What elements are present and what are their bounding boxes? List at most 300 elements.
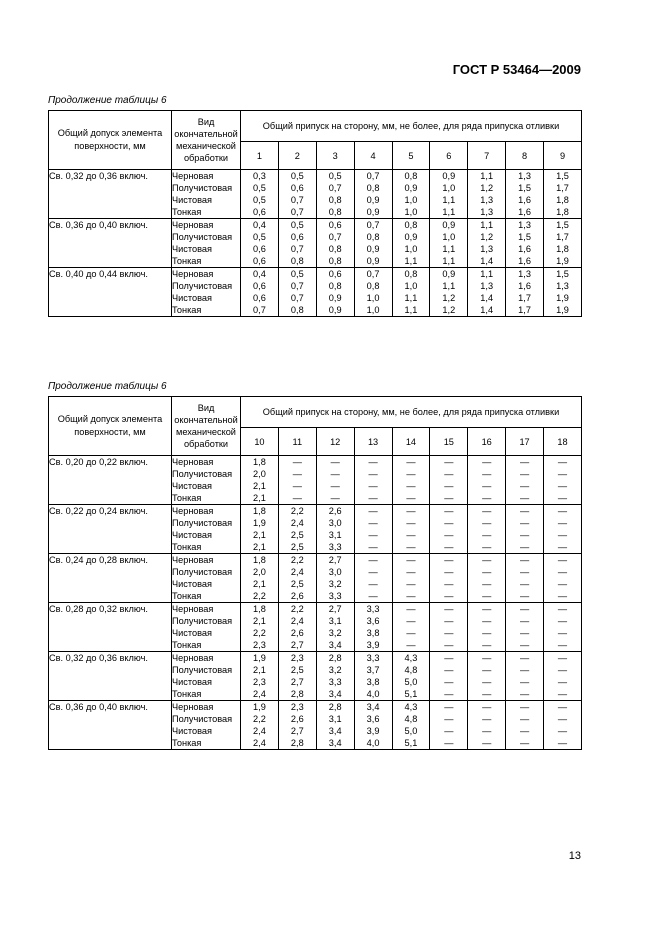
allowance-cell [241,554,279,603]
allowance-value: — [406,530,416,540]
machining-kind-label: Тонкая [172,591,202,601]
allowance-cell [241,219,279,268]
allowance-value: 0,7 [366,171,380,181]
table-body [49,456,582,750]
allowance-cell [544,170,582,219]
allowance-cell [354,170,392,219]
allowance-value: 1,5 [556,269,569,279]
allowance-value: 1,1 [480,220,494,230]
allowance-cell [278,603,316,652]
allowance-value: 3,7 [366,665,380,675]
allowance-cell [506,268,544,317]
allowance-value: — [519,616,530,626]
machining-kind-label: Чистовая [172,293,212,303]
allowance-value: 1,9 [253,518,266,528]
allowance-value: — [519,702,530,712]
allowance-value: 0,4 [253,220,266,230]
allowance-value: — [557,567,568,577]
allowance-value: 3,4 [328,726,342,736]
allowance-value: 1,7 [556,183,569,193]
series-number-header: 15 [430,428,468,456]
allowance-value: — [519,530,530,540]
allowance-cell [354,554,392,603]
allowance-value: 1,9 [556,293,569,303]
allowance-value: 1,4 [480,293,494,303]
allowance-value: 2,7 [290,726,304,736]
allowance-value: 4,8 [404,714,418,724]
allowance-value: 0,7 [328,232,342,242]
allowance-value: 0,9 [366,256,380,266]
allowance-cell [506,701,544,750]
machining-kind-label: Получистовая [172,469,233,479]
allowance-value: 0,6 [253,244,266,254]
allowance-value: 2,1 [253,542,266,552]
allowance-value: 1,7 [518,305,531,315]
allowance-value: 0,6 [290,232,304,242]
allowance-value: — [519,714,530,724]
tolerance-cell: Св. 0,36 до 0,40 включ. [49,701,172,750]
allowance-value: 1,6 [518,281,531,291]
allowance-cell [354,603,392,652]
allowance-value: 0,7 [290,281,304,291]
allowance-value: — [519,481,530,491]
allowance-value: — [444,714,454,724]
allowance-value: — [557,469,568,479]
tolerance-cell: Св. 0,36 до 0,40 включ. [49,219,172,268]
allowance-value: — [444,628,454,638]
allowance-cell [241,170,279,219]
allowance-cell [392,219,430,268]
allowance-cell [544,603,582,652]
allowance-value: — [368,591,378,601]
allowance-cell [506,505,544,554]
allowance-value: 3,3 [328,677,342,687]
allowance-cell [278,219,316,268]
machining-kind-cell [172,268,241,317]
allowance-value: 1,6 [518,256,531,266]
allowance-value: — [406,616,416,626]
allowance-value: 1,1 [442,207,456,217]
allowance-value: 3,0 [328,567,342,577]
allowance-value: — [519,518,530,528]
allowance-value: 1,1 [404,293,418,303]
allowance-value: — [557,616,568,626]
allowance-value: 0,5 [253,232,266,242]
allowance-cell [544,268,582,317]
allowance-value: — [557,640,568,650]
allowance-value: — [482,567,492,577]
series-number-header: 11 [278,428,316,456]
allowance-value: 1,2 [442,305,456,315]
allowance-value: — [557,604,568,614]
allowance-value: — [557,457,568,467]
allowance-value: 2,7 [328,555,342,565]
tolerance-cell: Св. 0,32 до 0,36 включ. [49,170,172,219]
series-number-header: 1 [241,142,279,170]
allowance-cell [316,505,354,554]
allowance-cell [392,652,430,701]
allowance-value: 0,9 [404,183,418,193]
allowance-value: — [368,542,378,552]
allowance-value: 0,7 [366,269,380,279]
allowance-cell [316,701,354,750]
allowance-cell [278,456,316,505]
allowance-value: 3,8 [366,628,380,638]
allowance-value: — [519,493,530,503]
allowance-value: 3,3 [328,542,342,552]
allowance-value: 0,9 [404,232,418,242]
allowance-value: — [557,653,568,663]
machining-kind-cell [172,701,241,750]
allowance-cell [544,456,582,505]
tolerance-cell: Св. 0,22 до 0,24 включ. [49,505,172,554]
allowance-value: 0,6 [253,293,266,303]
machining-kind-label: Черновая [172,171,214,181]
allowance-value: — [482,555,492,565]
allowance-cell [354,505,392,554]
allowance-value: — [292,493,302,503]
allowance-value: 3,4 [328,738,342,748]
allowance-value: 1,0 [404,195,418,205]
allowance-value: 1,1 [404,305,418,315]
allowance-cell [278,505,316,554]
allowance-value: 2,1 [253,530,266,540]
allowance-value: 1,9 [253,653,266,663]
allowance-value: — [519,579,530,589]
allowance-value: — [368,493,378,503]
allowance-value: — [482,518,492,528]
allowance-value: 0,7 [290,293,304,303]
allowance-value: 1,1 [442,281,456,291]
allowance-value: — [557,530,568,540]
allowance-value: 2,3 [253,677,266,687]
allowance-value: 2,3 [290,653,304,663]
allowance-value: — [519,469,530,479]
allowance-value: — [444,518,454,528]
allowance-value: 5,1 [404,738,418,748]
table-caption: Продолжение таблицы 6 [48,95,167,106]
allowance-value: 2,8 [290,738,304,748]
allowance-value: 0,7 [290,195,304,205]
allowance-value: — [519,726,530,736]
allowance-cell [430,652,468,701]
table-caption: Продолжение таблицы 6 [48,381,167,392]
allowance-value: — [368,567,378,577]
allowance-cell [430,603,468,652]
machining-kind-label: Черновая [172,269,214,279]
allowance-value: 0,9 [366,207,380,217]
allowance-value: — [482,469,492,479]
tolerance-cell: Св. 0,24 до 0,28 включ. [49,554,172,603]
allowance-value: 0,9 [328,293,342,303]
allowance-value: 1,3 [480,195,494,205]
allowance-cell [506,219,544,268]
allowance-value: 0,8 [328,207,342,217]
allowance-value: — [330,493,340,503]
allowance-value: — [444,616,454,626]
allowance-value: 2,1 [253,481,266,491]
machining-kind-label: Чистовая [172,481,212,491]
allowance-value: — [557,493,568,503]
allowance-cell [278,554,316,603]
allowance-value: 2,4 [290,567,304,577]
allowance-cell [354,456,392,505]
allowance-value: 2,4 [253,689,266,699]
series-number-header: 7 [468,142,506,170]
allowance-value: — [444,567,454,577]
allowance-value: 0,8 [366,281,380,291]
allowance-cell [316,652,354,701]
header-machining-kind: Вид окончательной механической обработки [172,111,241,170]
allowance-value: — [519,542,530,552]
allowance-value: 0,9 [442,220,456,230]
allowance-cell [392,170,430,219]
allowance-value: — [482,481,492,491]
allowance-value: — [368,518,378,528]
allowance-value: — [368,481,378,491]
allowance-value: — [444,677,454,687]
allowance-value: 1,5 [518,232,531,242]
allowance-value: 0,5 [290,171,304,181]
allowance-value: 0,9 [442,171,456,181]
allowance-cell [278,268,316,317]
allowance-value: — [482,640,492,650]
allowance-cell [506,603,544,652]
allowance-value: 0,9 [366,195,380,205]
allowance-value: 2,6 [290,628,304,638]
table-row [49,219,582,268]
allowance-value: 2,4 [290,616,304,626]
allowance-cell [316,456,354,505]
allowance-value: — [444,469,454,479]
allowance-value: 1,2 [480,232,494,242]
allowance-value: 0,5 [290,269,304,279]
machining-kind-cell [172,652,241,701]
table-row [49,652,582,701]
allowance-cell [354,219,392,268]
allowance-cell [430,170,468,219]
allowance-value: — [482,677,492,687]
allowance-value: 0,8 [328,256,342,266]
allowance-value: 1,2 [442,293,456,303]
allowance-value: 0,8 [366,232,380,242]
allowance-value: — [519,567,530,577]
machining-kind-cell [172,554,241,603]
header-allowance-group: Общий припуск на сторону, мм, не более, для ряда припуска отливки [241,111,582,142]
allowance-value: 1,1 [480,171,494,181]
allowance-cell [392,603,430,652]
allowance-cell [544,219,582,268]
allowance-value: 2,2 [290,555,304,565]
machining-kind-label: Получистовая [172,616,233,626]
allowance-value: 0,9 [442,269,456,279]
table-row [49,554,582,603]
machining-kind-label: Черновая [172,604,214,614]
allowance-cell [241,456,279,505]
allowance-value: — [444,702,454,712]
allowance-value: — [444,591,454,601]
allowance-value: — [406,591,416,601]
allowance-cell [278,652,316,701]
allowance-value: — [406,493,416,503]
allowance-value: 1,0 [404,207,418,217]
allowance-cell [241,268,279,317]
allowance-value: 0,6 [253,256,266,266]
table-row [49,268,582,317]
allowance-value: 2,0 [253,469,266,479]
allowance-value: 5,0 [404,677,418,687]
tolerance-cell: Св. 0,32 до 0,36 включ. [49,652,172,701]
allowance-value: — [368,530,378,540]
machining-kind-label: Черновая [172,220,214,230]
allowance-cell [430,456,468,505]
allowance-value: 4,0 [366,738,380,748]
allowance-value: 2,5 [290,542,304,552]
allowance-value: — [557,677,568,687]
allowance-value: 0,5 [253,195,266,205]
allowance-value: — [406,628,416,638]
allowance-value: — [482,628,492,638]
allowance-value: 1,0 [442,232,456,242]
allowance-cell [430,505,468,554]
series-number-header: 9 [544,142,582,170]
allowance-value: 2,6 [290,714,304,724]
allowance-cell [316,219,354,268]
allowance-value: 4,3 [404,702,418,712]
allowance-value: 0,6 [328,269,342,279]
allowance-cell [506,456,544,505]
allowance-value: 3,9 [366,726,380,736]
allowance-value: — [557,542,568,552]
allowance-value: 3,3 [366,653,380,663]
allowance-value: — [482,542,492,552]
allowance-value: 2,7 [290,677,304,687]
allowance-value: 1,0 [366,293,380,303]
allowance-value: 0,8 [328,244,342,254]
allowance-value: — [557,591,568,601]
page-number: 13 [568,850,581,862]
table-row [49,701,582,750]
allowance-value: 0,9 [366,244,380,254]
machining-kind-label: Получистовая [172,714,233,724]
allowance-value: 4,3 [404,653,418,663]
allowance-value: 0,8 [328,281,342,291]
allowance-cell [354,701,392,750]
machining-kind-label: Чистовая [172,579,212,589]
allowance-value: 1,9 [253,702,266,712]
allowance-value: 1,0 [404,281,418,291]
allowance-value: 1,3 [480,244,494,254]
machining-kind-label: Тонкая [172,689,202,699]
allowance-cell [506,554,544,603]
allowance-value: 0,7 [328,183,342,193]
allowance-value: 2,5 [290,530,304,540]
allowance-cell [354,652,392,701]
allowance-value: 3,4 [366,702,380,712]
allowance-value: 1,9 [556,256,569,266]
allowance-value: 1,6 [518,207,531,217]
allowance-value: — [482,493,492,503]
allowance-value: — [519,640,530,650]
machining-kind-label: Получистовая [172,567,233,577]
allowance-value: — [519,653,530,663]
allowance-value: 2,2 [253,714,266,724]
allowance-value: 1,2 [480,183,494,193]
allowance-value: 1,0 [366,305,380,315]
allowance-value: — [519,628,530,638]
allowance-value: — [406,506,416,516]
allowance-value: — [482,530,492,540]
allowance-cell [468,170,506,219]
series-number-header: 10 [241,428,279,456]
allowance-value: — [557,714,568,724]
allowance-cell [468,701,506,750]
allowance-value: 0,8 [404,171,418,181]
allowance-table [48,396,582,750]
machining-kind-cell [172,456,241,505]
allowance-cell [506,652,544,701]
allowance-cell [468,505,506,554]
allowance-value: — [557,628,568,638]
allowance-value: 3,0 [328,518,342,528]
machining-kind-label: Черновая [172,457,214,467]
series-number-header: 13 [354,428,392,456]
allowance-value: — [519,555,530,565]
allowance-value: — [292,469,302,479]
machining-kind-label: Черновая [172,555,214,565]
allowance-value: — [557,726,568,736]
allowance-value: — [557,702,568,712]
allowance-value: 3,2 [328,665,342,675]
allowance-value: — [406,555,416,565]
header-tolerance: Общий допуск элемента поверхности, мм [49,397,172,456]
allowance-cell [316,603,354,652]
allowance-value: — [482,457,492,467]
header-allowance-group: Общий припуск на сторону, мм, не более, для ряда припуска отливки [241,397,582,428]
allowance-value: 2,3 [253,640,266,650]
allowance-value: 3,9 [366,640,380,650]
allowance-value: 4,8 [404,665,418,675]
allowance-value: — [557,738,568,748]
allowance-value: — [406,518,416,528]
allowance-value: 5,1 [404,689,418,699]
allowance-value: 1,5 [556,171,569,181]
allowance-value: — [482,506,492,516]
machining-kind-cell [172,505,241,554]
allowance-value: 2,8 [290,689,304,699]
series-number-header: 14 [392,428,430,456]
machining-kind-label: Черновая [172,702,214,712]
allowance-value: 0,3 [253,171,266,181]
allowance-value: 1,1 [442,195,456,205]
allowance-value: 5,0 [404,726,418,736]
allowance-value: — [406,457,416,467]
allowance-value: — [482,702,492,712]
allowance-value: 0,8 [366,183,380,193]
series-number-header: 5 [392,142,430,170]
allowance-value: 2,2 [290,604,304,614]
allowance-value: 0,8 [404,269,418,279]
allowance-value: — [482,665,492,675]
allowance-value: 1,8 [556,195,569,205]
machining-kind-label: Получистовая [172,281,233,291]
allowance-value: 2,6 [328,506,342,516]
allowance-value: 0,9 [328,305,342,315]
allowance-value: 2,6 [290,591,304,601]
allowance-cell [316,268,354,317]
allowance-cell [241,505,279,554]
allowance-value: — [519,738,530,748]
